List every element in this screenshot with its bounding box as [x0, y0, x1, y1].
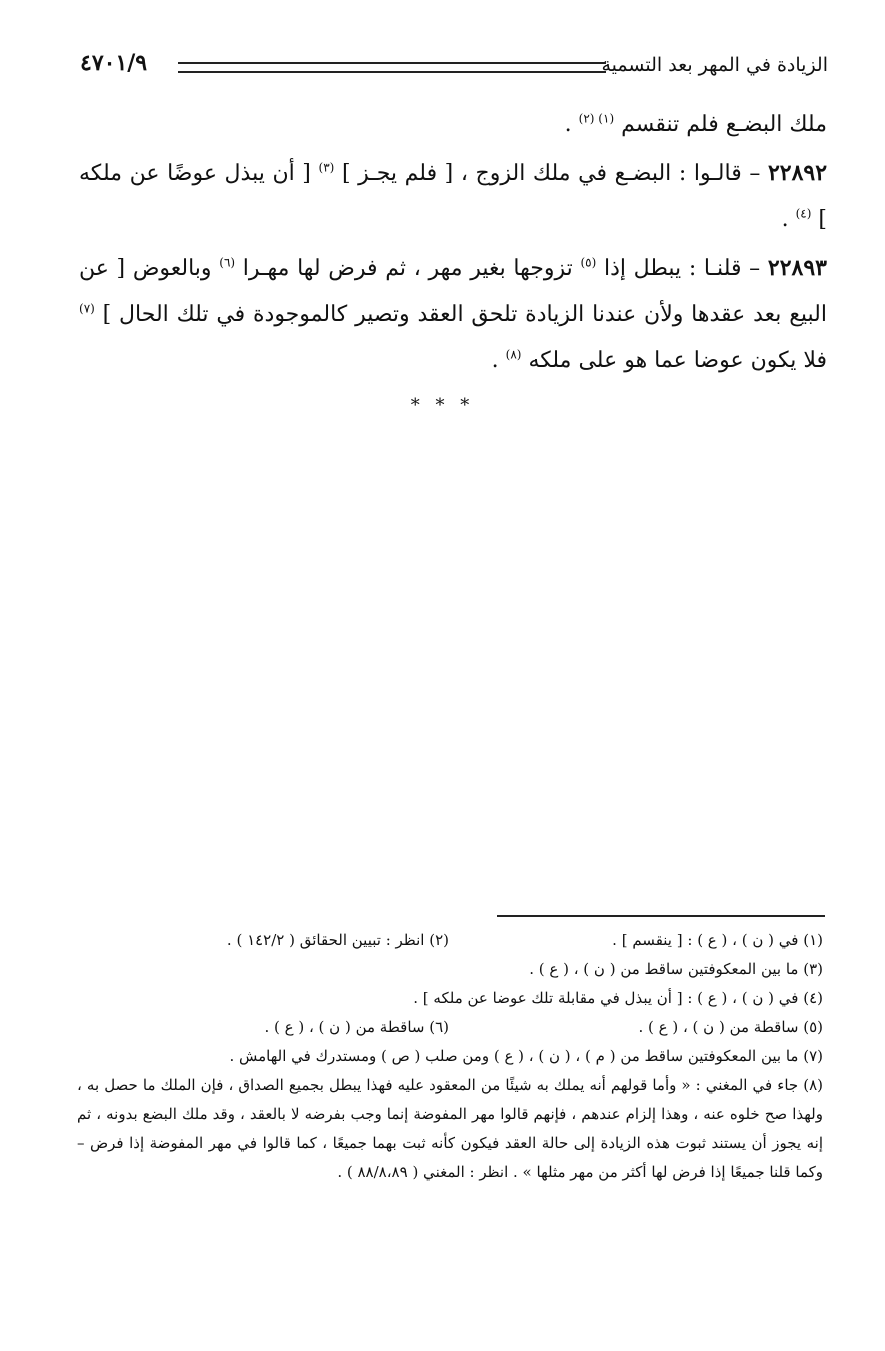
- footnote-8: (٨) جاء في المغني : « وأما قولهم أنه يملك به شيئًا من المعقود عليه فهذا يبطل بجميع الصداق ، فإن الملك ما حصل به ، ولهذا صح خلوه عنه ، وهذا إلزام عندهم ، فإنهم قالوا مهر المفوضة إنما وجب بفرضه لا بالعقد ، وقد ملك البضع بدونه ، ثم إنه يجوز أن يستند ثبوت هذه الزيادة إلى حالة العقد فيكون كأنه ثبت بهما جميعًا ، كما قالوا في مهر المفوضة إذا فرض – وكما قلنا جميعًا إذا فرض لها أكثر من مهر مثلها » . انظر : المغني ( ٨٨/٨،٨٩ ) .: [77, 1076, 823, 1181]
- paragraph-number: ٢٢٨٩٣: [767, 255, 827, 281]
- paragraph-number: ٢٢٨٩٢: [767, 160, 828, 186]
- paragraph-continuation: ملك البضـع فلم تنقسم $^{(١) (٢)}$ .: [564, 111, 827, 137]
- footnote-ref: (٤): [795, 206, 812, 221]
- footnote-2: (٢) انظر : تبيين الحقائق ( ١٤٢/٢ ) .: [226, 931, 449, 949]
- header-title: الزيادة في المهر بعد التسمية: [601, 54, 828, 76]
- footnote-ref: (٦): [219, 255, 236, 270]
- running-header: [80, 48, 828, 88]
- section-separator: * * *: [410, 395, 475, 416]
- footnote-5: (٥) ساقطة من ( ن ) ، ( ع ) .: [638, 1018, 823, 1036]
- footnote-3: (٣) ما بين المعكوفتين ساقط من ( ن ) ، ( ع ) .: [529, 960, 823, 978]
- footnote-ref: (٣): [318, 160, 335, 175]
- page-number: ٤٧٠١/٩: [80, 50, 148, 76]
- footnote-row: [77, 1013, 823, 1042]
- paragraph-22892: ٢٢٨٩٢ – قالـوا : البضـع في ملك الزوج ، [ فلم يجـز ] $^{(٣)}$ [ أن يبذل عوضًا عن ملكه ] $^{(٤)}$ .: [79, 160, 828, 232]
- footnotes: [77, 926, 823, 1187]
- footnote-4: (٤) في ( ن ) ، ( ع ) : [ أن يبذل في مقابلة تلك عوضا عن ملكه ] .: [413, 989, 823, 1007]
- footnote-ref: (٥): [580, 255, 597, 270]
- main-text: [79, 102, 827, 386]
- footnote-ref: (٧): [79, 301, 95, 316]
- footnote-ref: (٨): [505, 347, 522, 362]
- footnote-row: [77, 926, 823, 955]
- footnote-6: (٦) ساقطة من ( ن ) ، ( ع ) .: [264, 1018, 449, 1036]
- footnote-1: (١) في ( ن ) ، ( ع ) : [ ينقسم ] .: [612, 931, 823, 949]
- header-double-rule: [178, 62, 606, 73]
- paragraph-22893: ٢٢٨٩٣ – قلنـا : يبطل إذا $^{(٥)}$ تزوجها بغير مهر ، ثم فرض لها مهـرا $^{(٦)}$ وبالعوض [ عن البيع بعد عقدها ولأن عندنا الزيادة تلحق العقد وتصير كالموجودة في تلك الحال ] $^{(٧)}$ فلا يكون عوضا عما هو على ملكه $^{(٨)}$ .: [79, 255, 827, 373]
- footnote-rule: [497, 915, 825, 917]
- footnote-7: (٧) ما بين المعكوفتين ساقط من ( م ) ، ( ن ) ، ( ع ) ومن صلب ( ص ) ومستدرك في الهامش .: [229, 1047, 823, 1065]
- footnote-ref: (١) (٢): [578, 111, 615, 126]
